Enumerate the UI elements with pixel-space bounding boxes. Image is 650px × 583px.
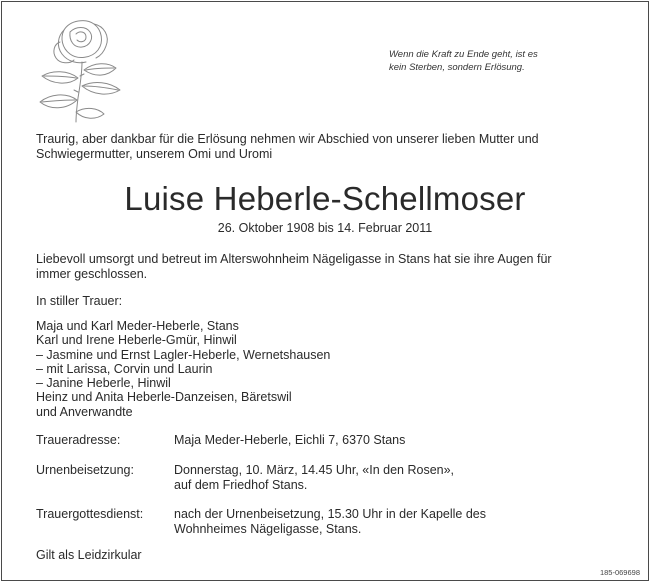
closing-note: Gilt als Leidzirkular [36,548,142,562]
intro-line: Traurig, aber dankbar für die Erlösung nehmen wir Abschied von unserer lieben Mutter und [36,132,539,146]
deceased-name: Luise Heberle-Schellmoser [124,180,526,217]
address-value: Maja Meder-Heberle, Eichli 7, 6370 Stans [174,433,406,447]
service-label: Trauergottesdienst: [36,507,144,521]
mourning-heading: In stiller Trauer: [36,294,123,308]
urn-label: Urnenbeisetzung: [36,463,134,477]
mourner-line: Karl und Irene Heberle-Gmür, Hinwil [36,333,237,348]
service-line: nach der Urnenbeisetzung, 15.30 Uhr in der Kapelle des [174,507,487,521]
rose-icon [34,16,130,124]
mourner-line: – Jasmine und Ernst Lagler-Heberle, Wernetshausen [36,347,331,362]
reference-code: 185-069698 [599,568,640,577]
motto-quote [389,48,629,74]
service-line: Wohnheimes Nägeligasse, Stans. [174,522,362,536]
mourner-line: – Janine Heberle, Hinwil [36,376,171,391]
care-line: Liebevoll umsorgt und betreut im Alterswohnheim Nägeligasse in Stans hat sie ihre Augen für [36,252,552,266]
motto-line: Wenn die Kraft zu Ende geht, ist es [389,49,538,60]
mourner-line: Heinz und Anita Heberle-Danzeisen, Bäretswil [36,390,292,405]
mourner-line: – mit Larissa, Corvin und Laurin [36,361,213,376]
motto-line: kein Sterben, sondern Erlösung. [389,62,525,73]
mourner-line: Maja und Karl Meder-Heberle, Stans [36,319,239,333]
intro-line: Schwiegermutter, unserem Omi und Uromi [36,147,273,161]
care-line: immer geschlossen. [36,267,148,281]
death-notice [1,1,649,581]
urn-line: auf dem Friedhof Stans. [174,478,308,492]
mourners-list [36,319,330,419]
mourner-line: und Anverwandte [36,404,133,419]
life-dates: 26. Oktober 1908 bis 14. Februar 2011 [217,221,433,235]
urn-line: Donnerstag, 10. März, 14.45 Uhr, «In den Rosen», [174,463,455,477]
address-label: Traueradresse: [36,433,121,447]
